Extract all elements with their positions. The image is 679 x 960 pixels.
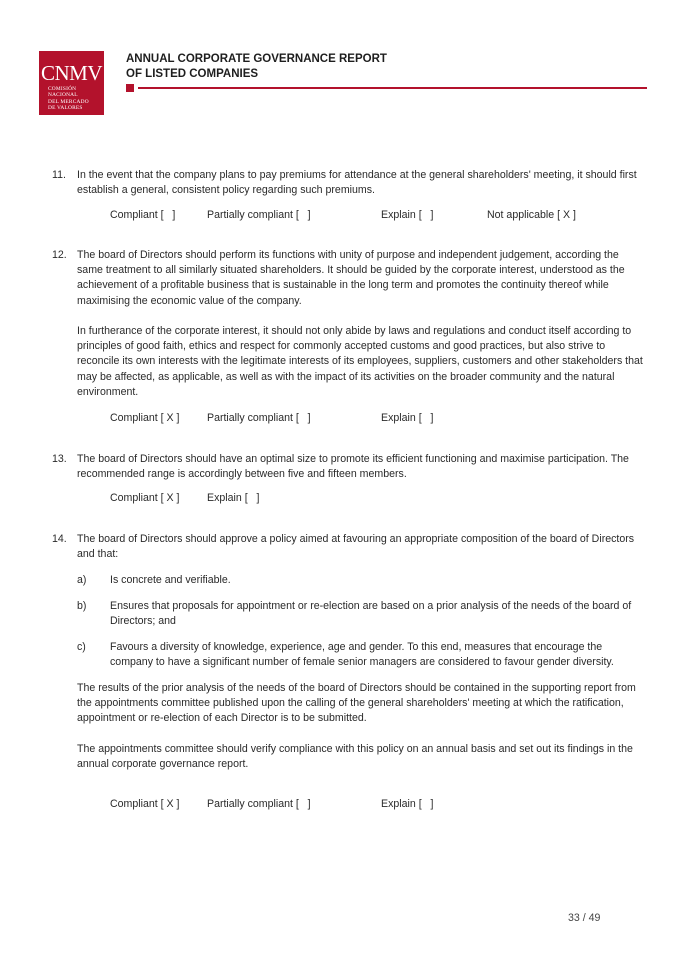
subitem-b xyxy=(77,599,652,629)
item-paragraph: The board of Directors should have an optimal size to promote its efficient functioning and maximise participation. The recommended range is accordingly between five and fifteen members. xyxy=(77,453,629,481)
item-number: 12. xyxy=(52,249,67,261)
recommendation-12 xyxy=(52,248,652,400)
item-number: 13. xyxy=(52,453,67,465)
cnmv-logo xyxy=(39,51,104,115)
option-partially-compliant: Partially compliant [ ] xyxy=(207,412,311,424)
report-title-line1: ANNUAL CORPORATE GOVERNANCE REPORT xyxy=(126,53,387,65)
item-paragraph: The board of Directors should perform its functions with unity of purpose and independent judgement, according the same treatment to all similarly situated shareholders. It should be guided by the corporate interest, understood as the achievement of a profitable business that is sustainable in the long term and promotes the continuity thereof while maximising the economic value of the company. xyxy=(77,249,625,307)
option-partially-compliant: Partially compliant [ ] xyxy=(207,798,311,810)
logo-wordmark: CNMV xyxy=(40,61,102,85)
logo-line: COMISIÓN xyxy=(48,86,77,92)
header-divider xyxy=(138,87,647,89)
header-accent-square xyxy=(126,84,134,92)
item-paragraph: The results of the prior analysis of the needs of the board of Directors should be contained in the supporting report from the appointments committee published upon the calling of the general shareholders' meeting at which the ratification, appointment or re-election of each Director is to be submitted. xyxy=(77,681,636,725)
logo-subtitle xyxy=(48,86,102,111)
option-explain: Explain [ ] xyxy=(381,412,434,424)
option-compliant: Compliant [ ] xyxy=(110,209,176,221)
report-title xyxy=(126,52,387,81)
option-compliant: Compliant [ X ] xyxy=(110,798,180,810)
item-paragraph: The appointments committee should verify compliance with this policy on an annual basis and set out its findings in the annual corporate governance report. xyxy=(77,742,633,770)
item-paragraph: In furtherance of the corporate interest, it should not only abide by laws and regulations and conduct itself according to principles of good faith, ethics and respect for commonly accepted customs and good practices, but also strive to reconcile its own interests with the legitimate interests of its employees, suppliers, customers and other stakeholders that may be affected, as applicable, as well as with the impact of its activities on the broader community and the natural environment. xyxy=(77,325,643,398)
report-title-line2: OF LISTED COMPANIES xyxy=(126,67,259,80)
subitem-text: Favours a diversity of knowledge, experience, age and gender. To this end, measures that encourage the company to have a significant number of female senior managers are considered to favour gender diversity. xyxy=(110,640,614,668)
logo-line: DEL MERCADO xyxy=(48,98,89,105)
subitem-a xyxy=(77,573,652,588)
recommendation-13 xyxy=(52,452,652,482)
option-compliant: Compliant [ X ] xyxy=(110,412,180,424)
option-compliant: Compliant [ X ] xyxy=(110,492,180,504)
option-explain: Explain [ ] xyxy=(381,798,434,810)
page-number: 33 / 49 xyxy=(568,912,601,924)
option-explain: Explain [ ] xyxy=(207,492,260,504)
recommendation-11 xyxy=(52,168,652,198)
logo-line: DE VALORES xyxy=(48,104,83,111)
subitem-label: b) xyxy=(77,599,87,612)
item-number: 11. xyxy=(52,169,66,181)
option-not-applicable: Not applicable [ X ] xyxy=(487,209,576,221)
option-partially-compliant: Partially compliant [ ] xyxy=(207,209,311,221)
subitem-label: a) xyxy=(77,573,87,586)
recommendation-14 xyxy=(52,532,652,772)
option-explain: Explain [ ] xyxy=(381,209,434,221)
subitem-text: Ensures that proposals for appointment or re-election are based on a prior analysis of the needs of the board of Directors; and xyxy=(110,599,632,627)
subitem-label: c) xyxy=(77,640,86,653)
item-intro: The board of Directors should approve a policy aimed at favouring an appropriate composition of the board of Directors and that: xyxy=(77,533,635,561)
subitem-c xyxy=(77,640,652,670)
item-paragraph: In the event that the company plans to pay premiums for attendance at the general shareholders' meeting, it should first establish a general, consistent policy regarding such premiums. xyxy=(77,169,637,197)
logo-line: NACIONAL xyxy=(48,92,78,99)
subitem-text: Is concrete and verifiable. xyxy=(110,573,231,586)
item-number: 14. xyxy=(52,533,67,545)
